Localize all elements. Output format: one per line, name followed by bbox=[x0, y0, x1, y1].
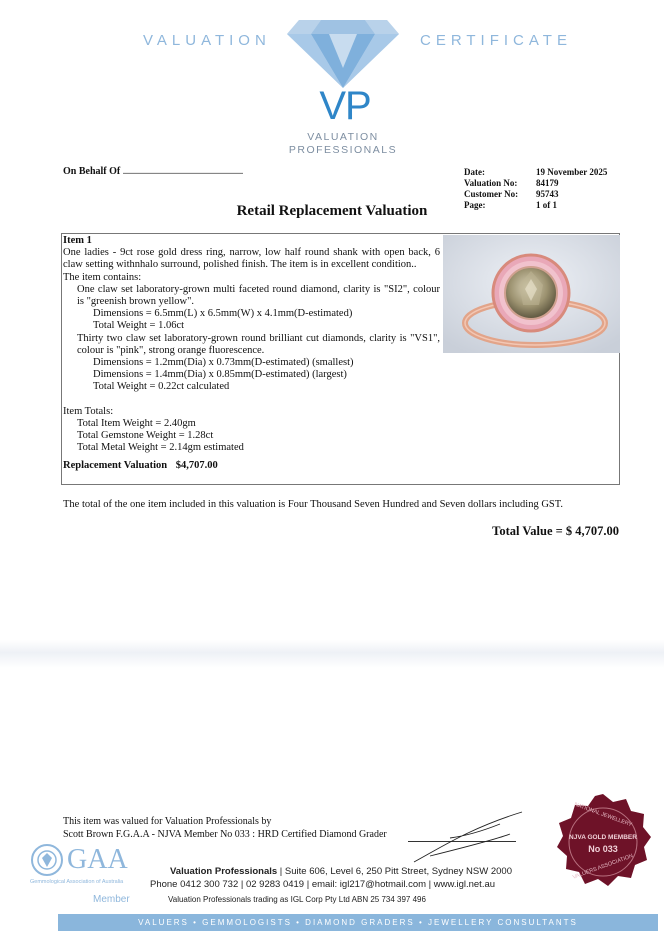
contact-address bbox=[170, 866, 512, 877]
stone1-description: One claw set laboratory-grown multi faceted round diamond, clarity is "SI2", colour is "greenish brown yellow". bbox=[77, 283, 440, 308]
meta-date-label: Date: bbox=[464, 167, 485, 177]
item-description: One ladies - 9ct rose gold dress ring, narrow, low half round shank with open back, 6 claw setting withnhalo surround, polished finish. The item is in excellent condition.. bbox=[63, 247, 440, 271]
gaa-member: Member bbox=[93, 894, 130, 905]
stone2-dimensions-smallest: Dimensions = 1.2mm(Dia) x 0.73mm(D-estimated) (smallest) bbox=[93, 357, 354, 369]
seal-number-text: No 033 bbox=[588, 844, 618, 854]
valuer-line2: Scott Brown F.G.A.A - NJVA Member No 033 : HRD Certified Diamond Grader bbox=[63, 829, 387, 840]
on-behalf-label: On Behalf Of bbox=[63, 166, 121, 177]
seal-bottom-text: VALUERS ASSOCIATION bbox=[572, 853, 634, 881]
on-behalf-dots: ............................................................ bbox=[122, 166, 243, 177]
total-metal-weight: Total Metal Weight = 2.14gm estimated bbox=[77, 442, 244, 454]
item-contains: The item contains: bbox=[63, 271, 142, 283]
meta-valuation-value: 84179 bbox=[536, 178, 559, 188]
meta-customer-value: 95743 bbox=[536, 189, 559, 199]
stone2-weight: Total Weight = 0.22ct calculated bbox=[93, 381, 230, 393]
meta-page-value: 1 of 1 bbox=[536, 200, 557, 210]
footer-band: VALUERS • GEMMOLOGISTS • DIAMOND GRADERS • JEWELLERY CONSULTANTS bbox=[58, 914, 658, 931]
stone1-dimensions: Dimensions = 6.5mm(L) x 6.5mm(W) x 4.1mm(D-estimated) bbox=[93, 308, 353, 320]
seal-member-text: NJVA GOLD MEMBER bbox=[569, 834, 637, 841]
meta-date-row bbox=[464, 167, 624, 178]
meta-date-value: 19 November 2025 bbox=[536, 167, 608, 177]
stone1-weight: Total Weight = 1.06ct bbox=[93, 320, 185, 332]
valuer-line1: This item was valued for Valuation Professionals by bbox=[63, 816, 272, 827]
ring-photo bbox=[443, 235, 620, 353]
stone2-dimensions-largest: Dimensions = 1.4mm(Dia) x 0.85mm(D-estimated) (largest) bbox=[93, 369, 347, 381]
gaa-emblem-icon bbox=[30, 843, 64, 877]
logo-vp-letters: VP bbox=[319, 84, 371, 128]
document-title: Retail Replacement Valuation bbox=[236, 203, 428, 219]
seal-top-text: NATIONAL JEWELLERY bbox=[573, 801, 633, 829]
meta-customer-row bbox=[464, 189, 624, 200]
meta-page-label: Page: bbox=[464, 200, 486, 210]
logo-line-professionals: PROFESSIONALS bbox=[288, 144, 398, 156]
contact-phone: Phone 0412 300 732 | 02 9283 0419 | email: igl217@hotmail.com | www.igl.net.au bbox=[150, 879, 496, 890]
total-value: Total Value = $ 4,707.00 bbox=[492, 524, 619, 538]
gaa-subtitle: Gemmological Association of Australia bbox=[30, 879, 124, 885]
njva-seal bbox=[553, 792, 653, 892]
signature-icon bbox=[410, 808, 530, 868]
replacement-label: Replacement Valuation bbox=[63, 460, 168, 472]
header-valuation-word: VALUATION bbox=[143, 32, 271, 49]
diamond-logo-icon bbox=[285, 18, 401, 90]
meta-valuation-row bbox=[464, 178, 624, 189]
item-details bbox=[63, 235, 440, 473]
gaa-name: GAA bbox=[67, 844, 128, 875]
paper-fold bbox=[0, 640, 664, 668]
total-item-weight: Total Item Weight = 2.40gm bbox=[77, 417, 196, 429]
header-certificate-word: CERTIFICATE bbox=[420, 32, 572, 49]
contact-company: Valuation Professionals bbox=[170, 866, 278, 877]
stone2-description: Thirty two claw set laboratory-grown round brilliant cut diamonds, clarity is "VS1", colour is "pink", strong orange fluorescence. bbox=[77, 332, 440, 356]
replacement-value: $4,707.00 bbox=[175, 460, 218, 472]
contact-address-text: | Suite 606, Level 6, 250 Pitt Street, Sydney NSW 2000 bbox=[277, 866, 512, 877]
contact-trading: Valuation Professionals trading as IGL Corp Pty Ltd ABN 25 734 397 496 bbox=[168, 895, 426, 904]
summary-text: The total of the one item included in this valuation is Four Thousand Seven Hundred and Seven dollars including GST. bbox=[63, 499, 564, 510]
on-behalf-of bbox=[63, 166, 243, 177]
meta-valuation-label: Valuation No: bbox=[464, 178, 518, 188]
item-totals-label: Item Totals: bbox=[63, 405, 114, 417]
meta-customer-label: Customer No: bbox=[464, 189, 519, 199]
total-gemstone-weight: Total Gemstone Weight = 1.28ct bbox=[77, 430, 214, 442]
logo-line-valuation: VALUATION bbox=[307, 131, 379, 143]
replacement-valuation bbox=[63, 460, 440, 472]
item-heading: Item 1 bbox=[63, 235, 92, 246]
